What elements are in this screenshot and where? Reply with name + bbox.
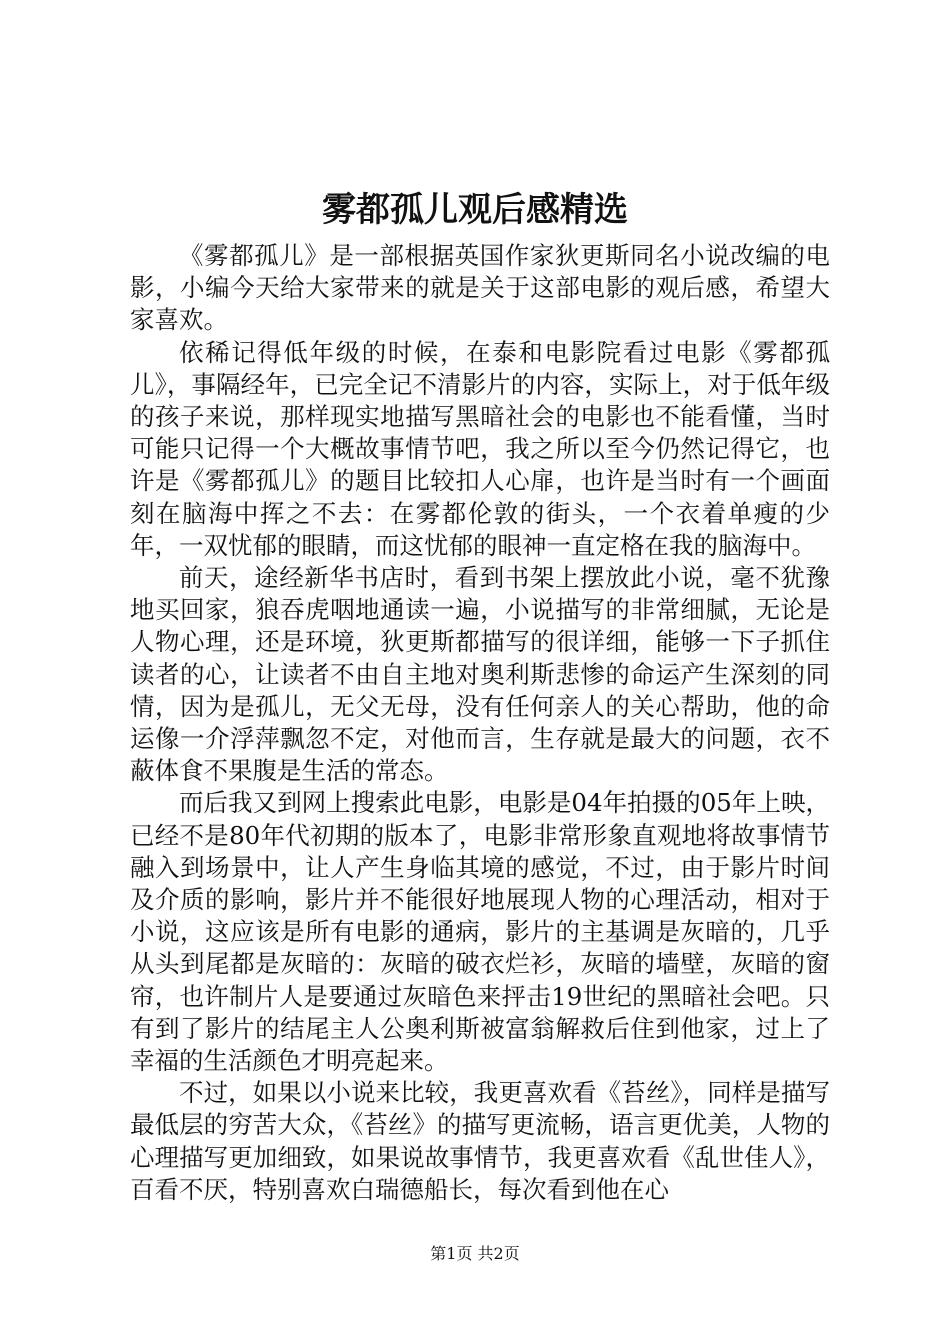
document-title: 雾都孤儿观后感精选 <box>322 190 628 230</box>
page-number-footer: 第1页 共2页 <box>430 1244 520 1263</box>
paragraph-intro: 《雾都孤儿》是一部根据英国作家狄更斯同名小说改编的电影，小编今天给大家带来的就是关于这部电影的观后感，希望大家喜欢。 <box>130 241 830 335</box>
paragraph-comparison: 不过，如果以小说来比较，我更喜欢看《苔丝》，同样是描写最低层的穷苦大众，《苔丝》的描写更流畅，语言更优美，人物的心理描写更加细致，如果说故事情节，我更喜欢看《乱世佳人》，百看不厌，特别喜欢白瑞德船长，每次看到他在心 <box>130 1078 830 1204</box>
paragraph-novel: 前天，途经新华书店时，看到书架上摆放此小说，毫不犹豫地买回家，狼吞虎咽地通读一遍，小说描写的非常细腻，无论是人物心理，还是环境，狄更斯都描写的很详细，能够一下子抓住读者的心，让读者不由自主地对奥利斯悲惨的命运产生深刻的同情，因为是孤儿，无父无母，没有任何亲人的关心帮助，他的命运像一介浮萍飘忽不定，对他而言，生存就是最大的问题，衣不蔽体食不果腹是生活的常态。 <box>130 563 830 786</box>
document-body <box>130 240 830 1206</box>
paragraph-memory: 依稀记得低年级的时候，在泰和电影院看过电影《雾都孤儿》，事隔经年，已完全记不清影片的内容，实际上，对于低年级的孩子来说，那样现实地描写黑暗社会的电影也不能看懂，当时可能只记得一个大概故事情节吧，我之所以至今仍然记得它，也许是《雾都孤儿》的题目比较扣人心扉，也许是当时有一个画面刻在脑海中挥之不去：在雾都伦敦的街头，一个衣着单瘦的少年，一双忧郁的眼睛，而这忧郁的眼神一直定格在我的脑海中。 <box>130 337 830 560</box>
paragraph-film: 而后我又到网上搜索此电影，电影是04年拍摄的05年上映，已经不是80年代初期的版本了，电影非常形象直观地将故事情节融入到场景中，让人产生身临其境的感觉，不过，由于影片时间及介质的影响，影片并不能很好地展现人物的心理活动，相对于小说，这应该是所有电影的通病，影片的主基调是灰暗的，几乎从头到尾都是灰暗的：灰暗的破衣烂衫，灰暗的墙壁，灰暗的窗帘，也许制片人是要通过灰暗色来抨击19世纪的黑暗社会吧。只有到了影片的结尾主人公奥利斯被富翁解救后住到他家，过上了幸福的生活颜色才明亮起来。 <box>130 788 830 1076</box>
